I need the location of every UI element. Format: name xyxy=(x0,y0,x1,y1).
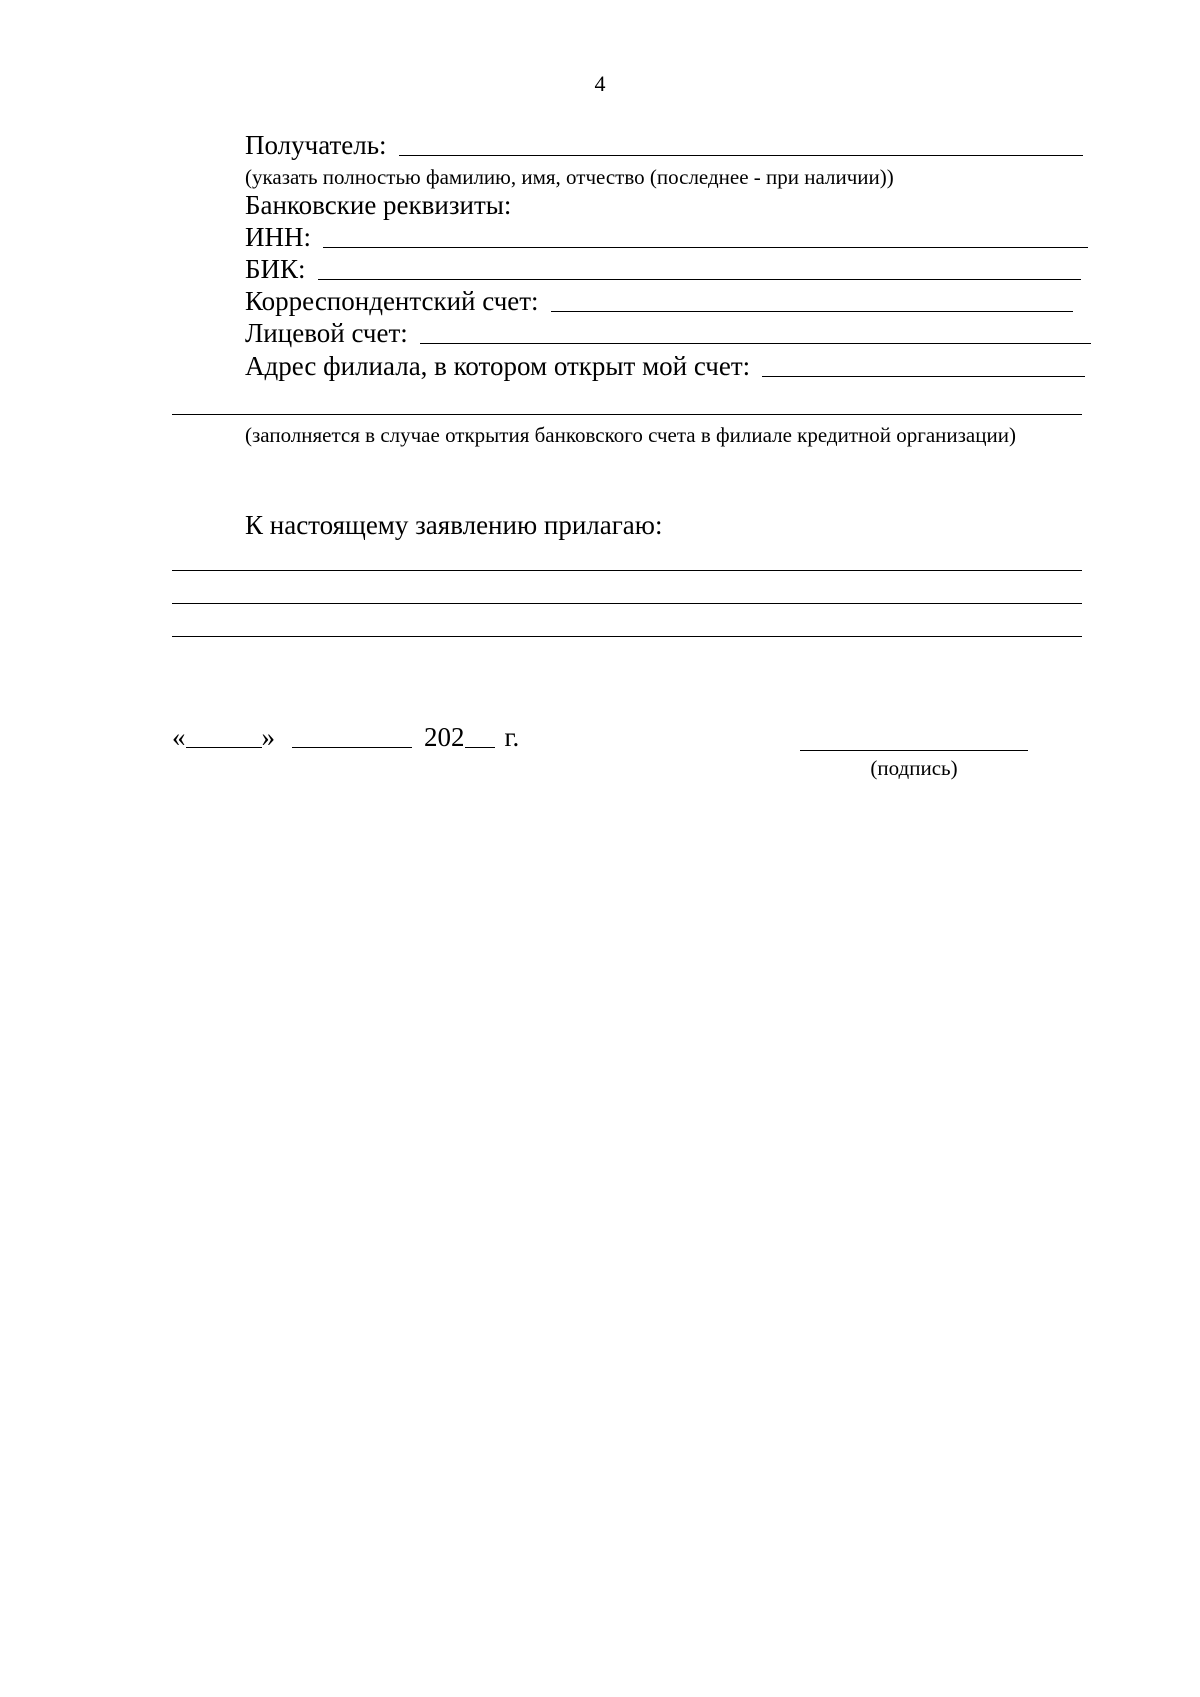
personal-account-row xyxy=(245,318,1091,348)
date-close-quote: » xyxy=(261,722,275,752)
attachment-line[interactable] xyxy=(172,570,1082,571)
recipient-row xyxy=(245,130,1083,160)
signature-caption: (подпись) xyxy=(870,756,958,780)
corr-account-field[interactable] xyxy=(551,311,1073,312)
recipient-label: Получатель: xyxy=(245,130,387,160)
inn-label: ИНН: xyxy=(245,222,311,252)
date-open-quote: « xyxy=(172,722,186,752)
branch-address-field[interactable] xyxy=(762,376,1085,377)
corr-account-label: Корреспондентский счет: xyxy=(245,286,539,316)
recipient-field[interactable] xyxy=(399,155,1083,156)
recipient-hint: (указать полностью фамилию, имя, отчество (последнее - при наличии)) xyxy=(245,165,894,189)
date-month-field[interactable] xyxy=(292,747,412,748)
date-year-field[interactable] xyxy=(465,747,495,748)
attachments-heading: К настоящему заявлению прилагаю: xyxy=(245,510,663,540)
bik-field[interactable] xyxy=(318,279,1081,280)
branch-address-field-continued[interactable] xyxy=(172,414,1082,415)
date-row xyxy=(172,722,519,752)
date-day-field[interactable] xyxy=(186,747,262,748)
date-year-prefix: 202 xyxy=(424,722,465,752)
corr-account-row xyxy=(245,286,1073,316)
bank-details-heading: Банковские реквизиты: xyxy=(245,190,512,220)
attachment-line[interactable] xyxy=(172,636,1082,637)
branch-note: (заполняется в случае открытия банковского счета в филиале кредитной организации) xyxy=(245,423,1016,447)
personal-account-label: Лицевой счет: xyxy=(245,318,408,348)
inn-row xyxy=(245,222,1088,252)
branch-address-row xyxy=(245,351,1085,381)
date-year-suffix: г. xyxy=(504,722,520,752)
bik-label: БИК: xyxy=(245,254,306,284)
bik-row xyxy=(245,254,1081,284)
attachment-line[interactable] xyxy=(172,603,1082,604)
personal-account-field[interactable] xyxy=(420,343,1091,344)
signature-field[interactable] xyxy=(800,750,1028,751)
inn-field[interactable] xyxy=(323,247,1088,248)
branch-address-label: Адрес филиала, в котором открыт мой счет: xyxy=(245,351,751,381)
page-number: 4 xyxy=(594,71,606,96)
